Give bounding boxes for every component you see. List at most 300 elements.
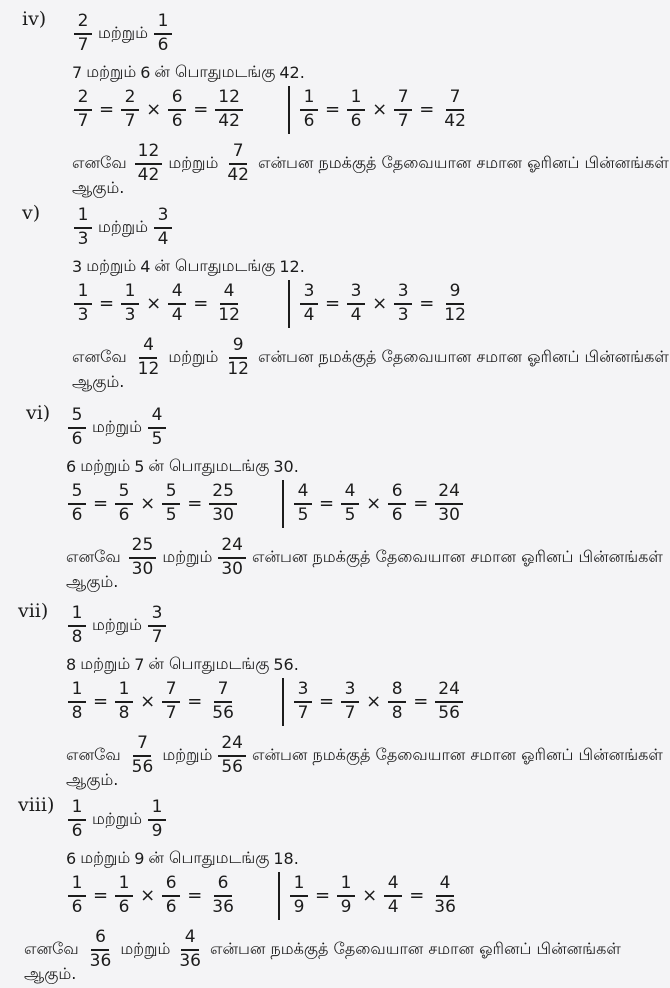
fraction-numerator: 7 bbox=[162, 680, 180, 703]
fraction bbox=[388, 482, 406, 525]
fraction-denominator: 56 bbox=[438, 702, 460, 723]
lcm-statement bbox=[72, 62, 305, 83]
given-fractions bbox=[72, 206, 174, 249]
fraction bbox=[68, 406, 86, 449]
equals-sign: = bbox=[93, 691, 109, 713]
equals-sign: = bbox=[187, 691, 203, 713]
fraction bbox=[431, 874, 459, 917]
fraction bbox=[209, 874, 237, 917]
fraction-denominator: 6 bbox=[350, 110, 362, 131]
equals-sign: = bbox=[419, 99, 435, 121]
akum-word: ஆகும். bbox=[66, 572, 119, 591]
fraction-denominator: 6 bbox=[71, 896, 83, 917]
fraction-numerator: 1 bbox=[115, 874, 133, 897]
fraction bbox=[68, 680, 86, 723]
example-v bbox=[0, 200, 670, 390]
fraction-denominator: 5 bbox=[165, 504, 177, 525]
fraction-denominator: 5 bbox=[344, 504, 356, 525]
equals-sign: = bbox=[413, 691, 429, 713]
example-viii bbox=[0, 792, 670, 982]
fraction-denominator: 4 bbox=[303, 304, 315, 325]
hence-word: எனவே bbox=[66, 745, 121, 765]
column-divider bbox=[278, 872, 280, 920]
fraction bbox=[168, 282, 186, 325]
equals-sign: = bbox=[193, 99, 209, 121]
fraction-numerator: 12 bbox=[135, 142, 163, 165]
equals-sign: = bbox=[99, 293, 115, 315]
fraction bbox=[162, 680, 180, 723]
left-conversion bbox=[72, 88, 245, 131]
conclusion-line bbox=[24, 928, 625, 971]
fraction-numerator: 1 bbox=[115, 680, 133, 703]
fraction-denominator: 6 bbox=[157, 34, 169, 55]
fraction bbox=[129, 734, 157, 777]
fraction bbox=[74, 282, 92, 325]
right-conversion bbox=[298, 282, 471, 325]
right-conversion bbox=[298, 88, 471, 131]
item-number: vii) bbox=[18, 600, 49, 622]
left-conversion bbox=[72, 282, 245, 325]
fraction-numerator: 4 bbox=[436, 874, 454, 897]
fraction bbox=[394, 88, 412, 131]
fraction-denominator: 3 bbox=[124, 304, 136, 325]
fraction-denominator: 36 bbox=[212, 896, 234, 917]
akum-word: ஆகும். bbox=[72, 178, 125, 197]
lcm-number-b: 9 bbox=[134, 849, 145, 868]
lcm-value: 30. bbox=[273, 457, 299, 476]
left-conversion bbox=[66, 680, 239, 723]
fraction-denominator: 7 bbox=[297, 702, 309, 723]
left-conversion bbox=[66, 482, 239, 525]
fraction-numerator: 25 bbox=[129, 536, 157, 559]
and-word: மற்றும் bbox=[98, 23, 149, 43]
equals-sign: = bbox=[187, 885, 203, 907]
fraction-denominator: 6 bbox=[118, 896, 130, 917]
fraction-numerator: 4 bbox=[341, 482, 359, 505]
fraction-numerator: 7 bbox=[214, 680, 232, 703]
fraction-numerator: 2 bbox=[74, 12, 92, 35]
fraction-denominator: 7 bbox=[344, 702, 356, 723]
fraction-denominator: 7 bbox=[151, 626, 163, 647]
equals-sign: = bbox=[93, 885, 109, 907]
fraction-numerator: 1 bbox=[121, 282, 139, 305]
fraction-denominator: 42 bbox=[444, 110, 466, 131]
conclusion-line bbox=[72, 142, 670, 185]
fraction bbox=[162, 482, 180, 525]
fraction bbox=[347, 88, 365, 131]
column-divider bbox=[282, 678, 284, 726]
fraction bbox=[68, 482, 86, 525]
fraction bbox=[115, 482, 133, 525]
fraction-denominator: 56 bbox=[221, 756, 243, 777]
lcm-phrase: ன் பொதுமடங்கு bbox=[148, 848, 270, 867]
fraction bbox=[300, 88, 318, 131]
example-iv bbox=[0, 6, 670, 196]
fraction-numerator: 4 bbox=[384, 874, 402, 897]
hence-word: எனவே bbox=[66, 547, 121, 567]
hence-word: எனவே bbox=[24, 939, 79, 959]
and-word: மற்றும் bbox=[168, 153, 219, 173]
equals-sign: = bbox=[93, 493, 109, 515]
fraction-denominator: 6 bbox=[71, 428, 83, 449]
fraction-numerator: 7 bbox=[394, 88, 412, 111]
fraction-numerator: 5 bbox=[115, 482, 133, 505]
fraction-denominator: 36 bbox=[89, 950, 112, 971]
fraction-denominator: 12 bbox=[218, 304, 240, 325]
fraction-denominator: 30 bbox=[221, 558, 243, 579]
fraction-numerator: 1 bbox=[68, 874, 86, 897]
fraction bbox=[148, 604, 166, 647]
fraction bbox=[215, 88, 243, 131]
hence-word: எனவே bbox=[72, 347, 127, 367]
fraction-denominator: 6 bbox=[71, 820, 83, 841]
fraction-numerator: 3 bbox=[154, 206, 172, 229]
fraction bbox=[337, 874, 355, 917]
item-number: v) bbox=[22, 202, 41, 224]
fraction-numerator: 1 bbox=[347, 88, 365, 111]
fraction-denominator: 9 bbox=[293, 896, 305, 917]
fraction-denominator: 3 bbox=[77, 304, 89, 325]
fraction bbox=[209, 680, 237, 723]
hence-word: எனவே bbox=[72, 153, 127, 173]
item-number: viii) bbox=[18, 794, 55, 816]
fraction-numerator: 9 bbox=[446, 282, 464, 305]
fraction-denominator: 3 bbox=[397, 304, 409, 325]
fraction-numerator: 4 bbox=[294, 482, 312, 505]
fraction-denominator: 7 bbox=[397, 110, 409, 131]
times-sign: × bbox=[140, 493, 156, 515]
fraction-numerator: 1 bbox=[154, 12, 172, 35]
akum-word: ஆகும். bbox=[24, 964, 77, 983]
fraction-numerator: 5 bbox=[68, 406, 86, 429]
equals-sign: = bbox=[193, 293, 209, 315]
right-conversion bbox=[288, 874, 461, 917]
equals-sign: = bbox=[99, 99, 115, 121]
fraction-numerator: 12 bbox=[215, 88, 243, 111]
fraction-numerator: 3 bbox=[347, 282, 365, 305]
fraction-denominator: 5 bbox=[151, 428, 163, 449]
fraction bbox=[87, 928, 115, 971]
fraction-denominator: 42 bbox=[218, 110, 240, 131]
fraction-numerator: 5 bbox=[162, 482, 180, 505]
fraction-numerator: 1 bbox=[68, 604, 86, 627]
fraction-numerator: 4 bbox=[148, 406, 166, 429]
fraction bbox=[154, 206, 172, 249]
fraction-denominator: 56 bbox=[131, 756, 154, 777]
fraction-numerator: 7 bbox=[133, 734, 151, 757]
lcm-number-a: 7 bbox=[72, 63, 83, 82]
lcm-phrase: ன் பொதுமடங்கு bbox=[154, 256, 276, 275]
fraction-denominator: 7 bbox=[165, 702, 177, 723]
and-word: மற்றும் bbox=[92, 615, 143, 635]
left-conversion bbox=[66, 874, 239, 917]
fraction bbox=[168, 88, 186, 131]
times-sign: × bbox=[140, 885, 156, 907]
lcm-number-b: 7 bbox=[134, 655, 145, 674]
fraction-denominator: 3 bbox=[77, 228, 89, 249]
fraction-denominator: 4 bbox=[350, 304, 362, 325]
and-word: மற்றும் bbox=[80, 848, 131, 867]
lcm-statement bbox=[72, 256, 305, 277]
fraction-denominator: 7 bbox=[77, 34, 89, 55]
fraction-numerator: 24 bbox=[435, 482, 463, 505]
fraction-numerator: 3 bbox=[148, 604, 166, 627]
fraction-denominator: 5 bbox=[297, 504, 309, 525]
column-divider bbox=[288, 86, 290, 134]
lcm-number-b: 5 bbox=[134, 457, 145, 476]
fraction bbox=[74, 88, 92, 131]
times-sign: × bbox=[372, 99, 388, 121]
given-fractions bbox=[66, 798, 168, 841]
conclusion-text: என்பன நமக்குத் தேவையான சமான ஓரினப் பின்னங்கள் bbox=[257, 347, 669, 367]
fraction bbox=[341, 482, 359, 525]
times-sign: × bbox=[140, 691, 156, 713]
fraction bbox=[384, 874, 402, 917]
equals-sign: = bbox=[325, 99, 341, 121]
fraction-numerator: 3 bbox=[394, 282, 412, 305]
equals-sign: = bbox=[187, 493, 203, 515]
equals-sign: = bbox=[409, 885, 425, 907]
fraction bbox=[294, 482, 312, 525]
and-word: மற்றும் bbox=[162, 745, 213, 765]
conclusion-line bbox=[66, 536, 667, 579]
lcm-value: 56. bbox=[273, 655, 299, 674]
fraction bbox=[224, 142, 252, 185]
fraction-numerator: 4 bbox=[181, 928, 199, 951]
and-word: மற்றும் bbox=[80, 654, 131, 673]
fraction-denominator: 8 bbox=[391, 702, 403, 723]
fraction-numerator: 2 bbox=[74, 88, 92, 111]
fraction bbox=[121, 282, 139, 325]
fraction-numerator: 1 bbox=[337, 874, 355, 897]
fraction bbox=[341, 680, 359, 723]
fraction-numerator: 1 bbox=[290, 874, 308, 897]
fraction-numerator: 1 bbox=[148, 798, 166, 821]
fraction bbox=[68, 874, 86, 917]
lcm-number-a: 6 bbox=[66, 849, 77, 868]
equals-sign: = bbox=[419, 293, 435, 315]
fraction-denominator: 6 bbox=[71, 504, 83, 525]
fraction-numerator: 24 bbox=[218, 734, 246, 757]
fraction-denominator: 12 bbox=[137, 358, 160, 379]
fraction bbox=[74, 12, 92, 55]
item-number: iv) bbox=[22, 8, 47, 30]
fraction-denominator: 6 bbox=[303, 110, 315, 131]
lcm-phrase: ன் பொதுமடங்கு bbox=[148, 654, 270, 673]
fraction-denominator: 4 bbox=[157, 228, 169, 249]
fraction bbox=[394, 282, 412, 325]
example-vi bbox=[0, 400, 670, 590]
and-word: மற்றும் bbox=[168, 347, 219, 367]
fraction bbox=[215, 282, 243, 325]
times-sign: × bbox=[146, 99, 162, 121]
times-sign: × bbox=[366, 691, 382, 713]
fraction-numerator: 1 bbox=[300, 88, 318, 111]
fraction bbox=[154, 12, 172, 55]
lcm-number-b: 6 bbox=[140, 63, 151, 82]
fraction-numerator: 4 bbox=[139, 336, 157, 359]
fraction-numerator: 1 bbox=[68, 680, 86, 703]
fraction-numerator: 4 bbox=[168, 282, 186, 305]
equals-sign: = bbox=[315, 885, 331, 907]
lcm-number-a: 8 bbox=[66, 655, 77, 674]
fraction-numerator: 6 bbox=[388, 482, 406, 505]
fraction bbox=[148, 798, 166, 841]
example-vii bbox=[0, 598, 670, 788]
right-conversion bbox=[292, 680, 465, 723]
equals-sign: = bbox=[413, 493, 429, 515]
fraction bbox=[115, 874, 133, 917]
fraction bbox=[218, 536, 246, 579]
lcm-phrase: ன் பொதுமடங்கு bbox=[154, 62, 276, 81]
fraction bbox=[74, 206, 92, 249]
lcm-statement bbox=[66, 456, 299, 477]
lcm-statement bbox=[66, 654, 299, 675]
fraction bbox=[300, 282, 318, 325]
fraction-numerator: 6 bbox=[214, 874, 232, 897]
fraction-numerator: 8 bbox=[388, 680, 406, 703]
fraction-denominator: 36 bbox=[179, 950, 201, 971]
fraction-numerator: 4 bbox=[220, 282, 238, 305]
fraction-numerator: 7 bbox=[229, 142, 247, 165]
and-word: மற்றும் bbox=[86, 62, 137, 81]
given-fractions bbox=[66, 604, 168, 647]
fraction bbox=[347, 282, 365, 325]
fraction-numerator: 25 bbox=[209, 482, 237, 505]
fraction-denominator: 7 bbox=[77, 110, 89, 131]
fraction-numerator: 24 bbox=[218, 536, 246, 559]
fraction-denominator: 9 bbox=[340, 896, 352, 917]
fraction-numerator: 7 bbox=[446, 88, 464, 111]
lcm-value: 18. bbox=[273, 849, 299, 868]
conclusion-text: என்பன நமக்குத் தேவையான சமான ஓரினப் பின்னங்கள் bbox=[251, 547, 663, 567]
times-sign: × bbox=[372, 293, 388, 315]
fraction bbox=[115, 680, 133, 723]
fraction bbox=[68, 798, 86, 841]
fraction bbox=[290, 874, 308, 917]
fraction-denominator: 12 bbox=[227, 358, 249, 379]
fraction-denominator: 30 bbox=[212, 504, 234, 525]
fraction-denominator: 30 bbox=[131, 558, 154, 579]
fraction-denominator: 6 bbox=[391, 504, 403, 525]
fraction-denominator: 6 bbox=[118, 504, 130, 525]
fraction bbox=[388, 680, 406, 723]
fraction-numerator: 1 bbox=[74, 206, 92, 229]
fraction-denominator: 8 bbox=[71, 702, 83, 723]
fraction bbox=[294, 680, 312, 723]
lcm-number-a: 6 bbox=[66, 457, 77, 476]
equals-sign: = bbox=[319, 493, 335, 515]
and-word: மற்றும் bbox=[86, 256, 137, 275]
fraction bbox=[209, 482, 237, 525]
conclusion-text: என்பன நமக்குத் தேவையான சமான ஓரினப் பின்னங்கள் bbox=[209, 939, 621, 959]
equals-sign: = bbox=[319, 691, 335, 713]
lcm-phrase: ன் பொதுமடங்கு bbox=[148, 456, 270, 475]
item-number: vi) bbox=[26, 402, 51, 424]
fraction-denominator: 8 bbox=[118, 702, 130, 723]
lcm-value: 12. bbox=[279, 257, 305, 276]
fraction bbox=[218, 734, 246, 777]
fraction bbox=[441, 282, 469, 325]
fraction-numerator: 3 bbox=[300, 282, 318, 305]
akum-word: ஆகும். bbox=[66, 770, 119, 789]
fraction-denominator: 6 bbox=[171, 110, 183, 131]
and-word: மற்றும் bbox=[80, 456, 131, 475]
conclusion-text: என்பன நமக்குத் தேவையான சமான ஓரினப் பின்னங்கள் bbox=[251, 745, 663, 765]
fraction bbox=[176, 928, 204, 971]
fraction-denominator: 56 bbox=[212, 702, 234, 723]
conclusion-line bbox=[66, 734, 667, 777]
fraction bbox=[135, 336, 163, 379]
fraction-numerator: 1 bbox=[74, 282, 92, 305]
fraction bbox=[121, 88, 139, 131]
fraction-numerator: 6 bbox=[91, 928, 109, 951]
fraction-numerator: 24 bbox=[435, 680, 463, 703]
conclusion-text: என்பன நமக்குத் தேவையான சமான ஓரினப் பின்னங்கள் bbox=[257, 153, 669, 173]
fraction-denominator: 36 bbox=[434, 896, 456, 917]
fraction-numerator: 3 bbox=[294, 680, 312, 703]
column-divider bbox=[288, 280, 290, 328]
fraction-numerator: 9 bbox=[229, 336, 247, 359]
lcm-number-a: 3 bbox=[72, 257, 83, 276]
fraction-denominator: 4 bbox=[171, 304, 183, 325]
fraction-numerator: 3 bbox=[341, 680, 359, 703]
equals-sign: = bbox=[325, 293, 341, 315]
fraction-denominator: 30 bbox=[438, 504, 460, 525]
fraction-denominator: 9 bbox=[151, 820, 163, 841]
fraction-denominator: 7 bbox=[124, 110, 136, 131]
times-sign: × bbox=[362, 885, 378, 907]
fraction-numerator: 6 bbox=[168, 88, 186, 111]
fraction bbox=[441, 88, 469, 131]
and-word: மற்றும் bbox=[92, 417, 143, 437]
right-conversion bbox=[292, 482, 465, 525]
fraction-denominator: 4 bbox=[387, 896, 399, 917]
fraction bbox=[435, 482, 463, 525]
and-word: மற்றும் bbox=[162, 547, 213, 567]
fraction bbox=[135, 142, 163, 185]
times-sign: × bbox=[366, 493, 382, 515]
given-fractions bbox=[66, 406, 168, 449]
fraction bbox=[435, 680, 463, 723]
fraction-numerator: 1 bbox=[68, 798, 86, 821]
and-word: மற்றும் bbox=[92, 809, 143, 829]
fraction-denominator: 42 bbox=[227, 164, 249, 185]
fraction bbox=[129, 536, 157, 579]
given-fractions bbox=[72, 12, 174, 55]
fraction-denominator: 6 bbox=[165, 896, 177, 917]
conclusion-line bbox=[72, 336, 670, 379]
and-word: மற்றும் bbox=[120, 939, 171, 959]
lcm-statement bbox=[66, 848, 299, 869]
lcm-value: 42. bbox=[279, 63, 305, 82]
fraction bbox=[162, 874, 180, 917]
and-word: மற்றும் bbox=[98, 217, 149, 237]
akum-word: ஆகும். bbox=[72, 372, 125, 391]
fraction-numerator: 6 bbox=[162, 874, 180, 897]
times-sign: × bbox=[146, 293, 162, 315]
column-divider bbox=[282, 480, 284, 528]
fraction-denominator: 42 bbox=[137, 164, 160, 185]
lcm-number-b: 4 bbox=[140, 257, 151, 276]
fraction bbox=[224, 336, 252, 379]
fraction-numerator: 5 bbox=[68, 482, 86, 505]
fraction-denominator: 12 bbox=[444, 304, 466, 325]
fraction-denominator: 8 bbox=[71, 626, 83, 647]
fraction bbox=[68, 604, 86, 647]
fraction bbox=[148, 406, 166, 449]
fraction-numerator: 2 bbox=[121, 88, 139, 111]
